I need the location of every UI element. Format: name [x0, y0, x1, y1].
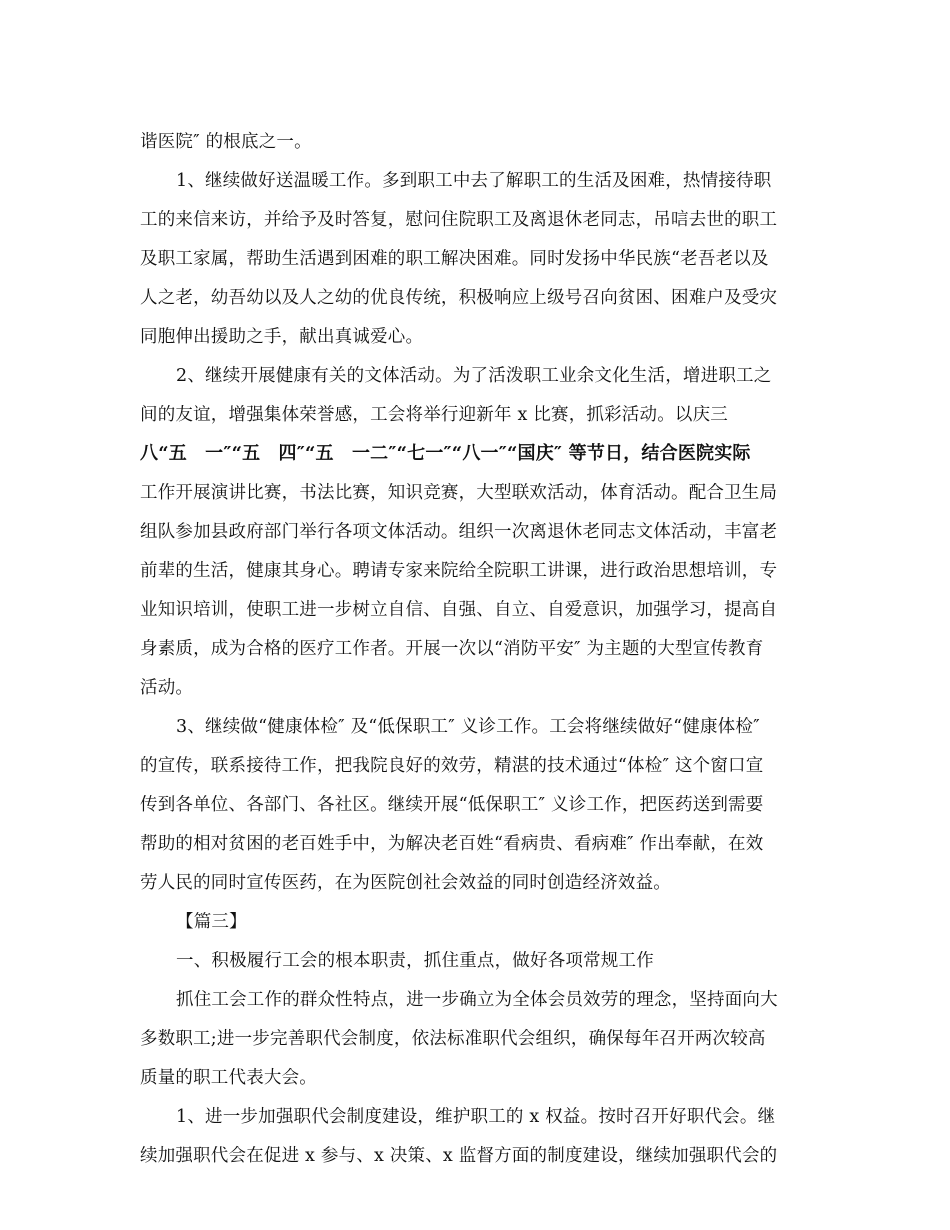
text-line: 组队参加县政府部门举行各项文体活动。组织一次离退休老同志文体活动，丰富老: [140, 522, 778, 542]
text-line: 的宣传，联系接待工作，把我院良好的效劳，精湛的技术通过“体检″ 这个窗口宣: [140, 756, 764, 776]
text-line: 及职工家属，帮助生活遇到困难的职工解决困难。同时发扬中华民族“老吾老以及: [140, 249, 769, 269]
text-line: 活动。: [140, 678, 194, 698]
text-line: 间的友谊，增强集体荣誉感，工会将举行迎新年 x 比赛，抓彩活动。以庆三: [140, 405, 728, 425]
text-line: 1、进一步加强职代会制度建设，维护职工的 x 权益。按时召开好职代会。继: [176, 1107, 776, 1127]
text-line: 劳人民的同时宣传医药，在为医院创社会效益的同时创造经济效益。: [140, 873, 671, 893]
text-line: 工作开展演讲比赛，书法比赛，知识竞赛，大型联欢活动，体育活动。配合卫生局: [140, 483, 778, 503]
section-heading: 【篇三】: [176, 912, 247, 932]
text-line: 质量的职工代表大会。: [140, 1068, 317, 1088]
text-line: 抓住工会工作的群众性特点，进一步确立为全体会员效劳的理念，坚持面向大: [176, 990, 778, 1010]
text-line: 一、积极履行工会的根本职责，抓住重点，做好各项常规工作: [176, 951, 654, 971]
text-line: 工的来信来访，并给予及时答复，慰问住院职工及离退休老同志，吊唁去世的职工: [140, 210, 778, 230]
text-line: 2、继续开展健康有关的文体活动。为了活泼职工业余文化生活，增进职工之: [176, 366, 772, 386]
text-line: 多数职工;进一步完善职代会制度，依法标准职代会组织，确保每年召开两次较高: [140, 1029, 766, 1049]
text-line: 人之老，幼吾幼以及人之幼的优良传统，积极响应上级号召向贫困、困难户及受灾: [140, 288, 778, 308]
text-line: 帮助的相对贫困的老百姓手中，为解决老百姓“看病贵、看病难″ 作出奉献，在效: [140, 834, 764, 854]
text-line: 传到各单位、各部门、各社区。继续开展“低保职工″ 义诊工作，把医药送到需要: [140, 795, 764, 815]
text-line: 1、继续做好送温暖工作。多到职工中去了解职工的生活及困难，热情接待职: [176, 171, 772, 191]
text-line: 前辈的生活，健康其身心。聘请专家来院给全院职工讲课，进行政治思想培训，专: [140, 561, 778, 581]
text-line: 八“五 一″“五 四″“五 一二″“七一″“八一″“国庆″ 等节日，结合医院实际: [140, 443, 751, 464]
text-line: 3、继续做“健康体检″ 及“低保职工″ 义诊工作。工会将继续做好“健康体检″: [176, 717, 760, 737]
text-line: 身素质，成为合格的医疗工作者。开展一次以“消防平安″ 为主题的大型宣传教育: [140, 639, 764, 659]
text-line: 业知识培训，使职工进一步树立自信、自强、自立、自爱意识，加强学习，提高自: [140, 600, 778, 620]
text-line: 谐医院″ 的根底之一。: [140, 132, 312, 152]
text-line: 续加强职代会在促进 x 参与、x 决策、x 监督方面的制度建设，继续加强职代会的: [140, 1146, 778, 1166]
text-line: 同胞伸出援助之手，献出真诚爱心。: [140, 327, 424, 347]
